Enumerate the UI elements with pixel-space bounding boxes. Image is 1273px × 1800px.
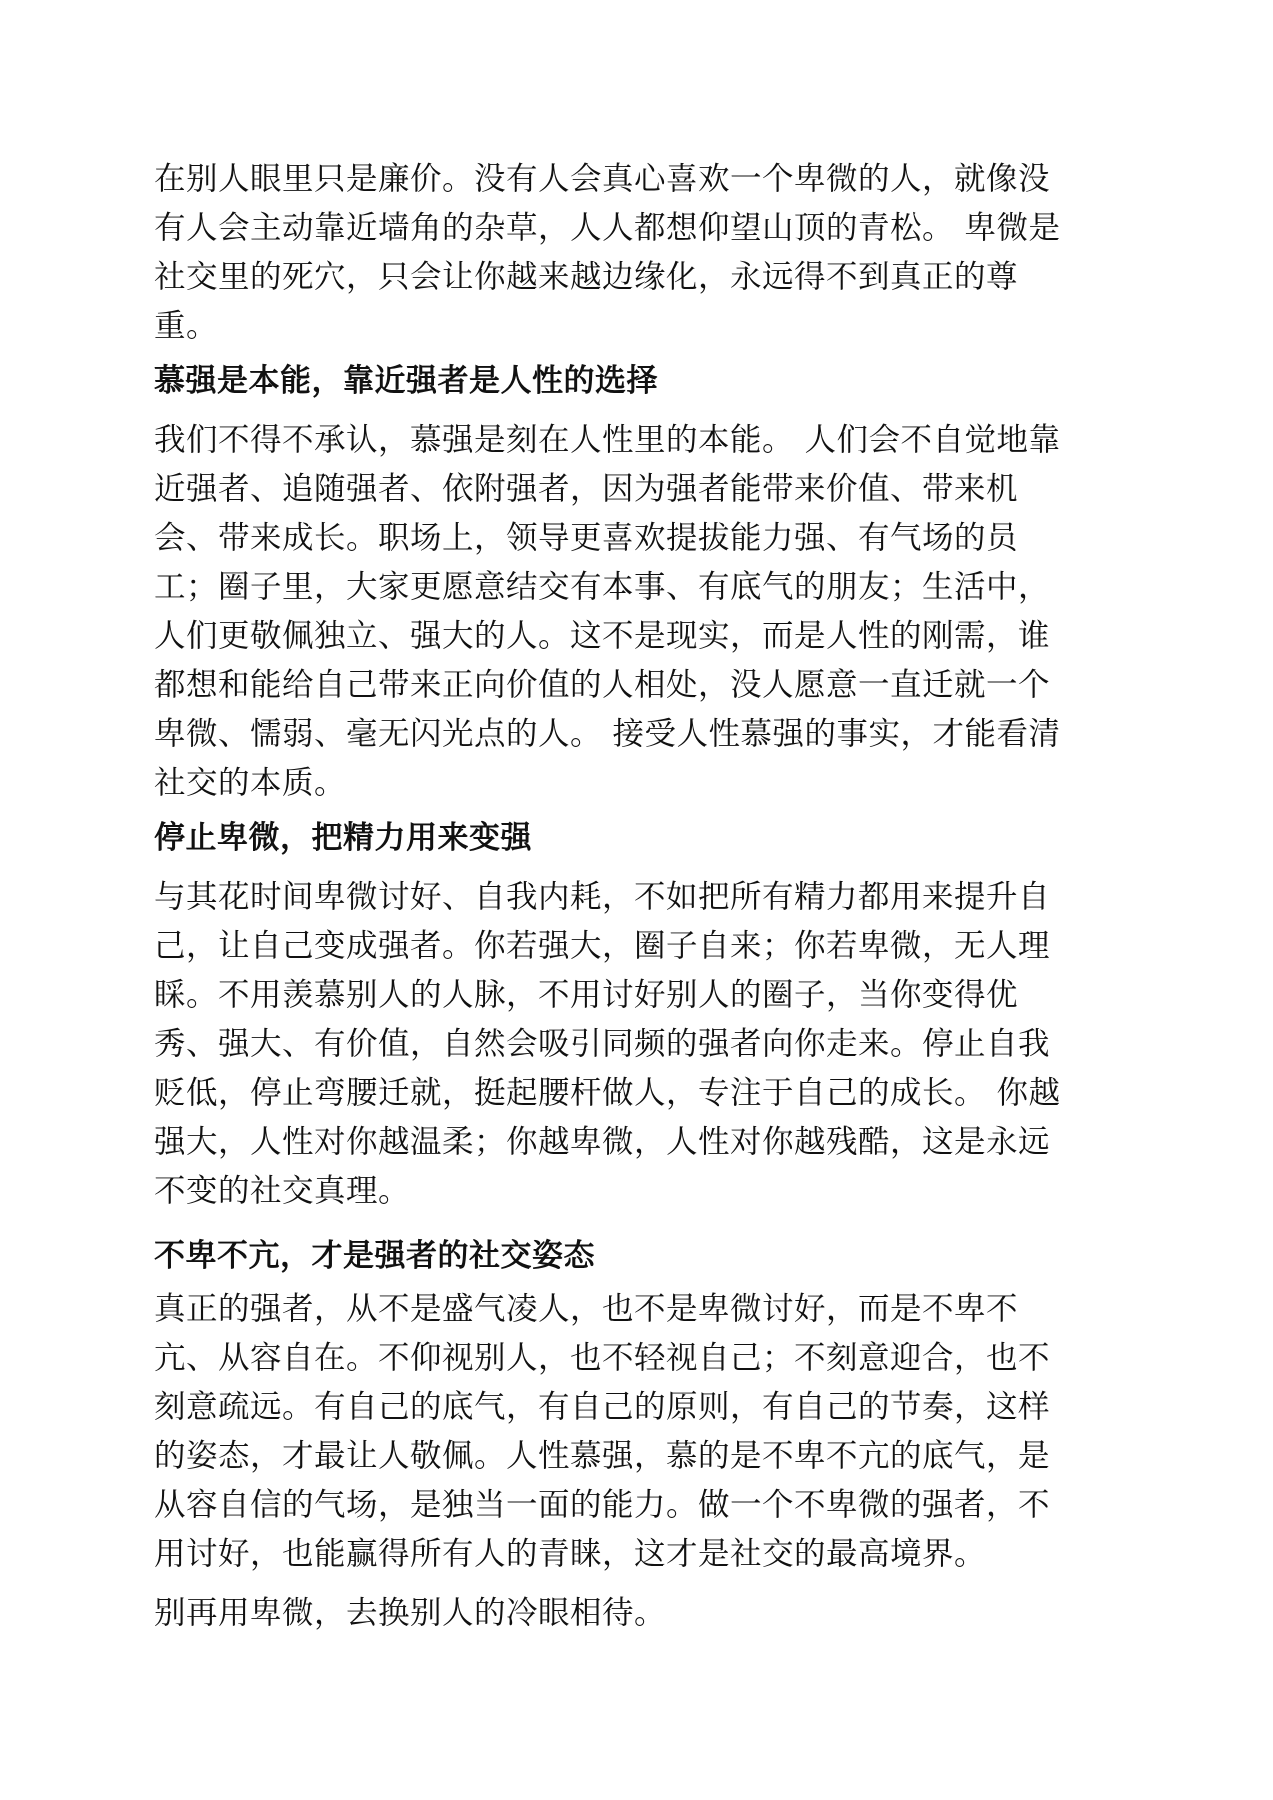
section-heading: 慕强是本能，靠近强者是人性的选择 [154, 363, 658, 399]
text-line: 真正的强者，从不是盛气凌人，也不是卑微讨好，而是不卑不 [154, 1291, 1019, 1327]
text-line: 都想和能给自己带来正向价值的人相处，没人愿意一直迁就一个 [154, 667, 1051, 703]
text-line: 我们不得不承认，慕强是刻在人性里的本能。 人们会不自觉地靠 [154, 422, 1061, 458]
text-line: 社交的本质。 [154, 765, 347, 801]
text-line: 不变的社交真理。 [154, 1173, 411, 1209]
text-line: 重。 [154, 308, 219, 344]
paragraph-closing [154, 1589, 1132, 1638]
text-line: 刻意疏远。有自己的底气，有自己的原则，有自己的节奏，这样 [154, 1389, 1051, 1425]
text-line: 贬低，停止弯腰迁就，挺起腰杆做人，专注于自己的成长。 你越 [154, 1075, 1061, 1111]
paragraph-posture [154, 1285, 1132, 1579]
text-line: 工；圈子里，大家更愿意结交有本事、有底气的朋友；生活中， [154, 569, 1051, 605]
document-page [154, 155, 1132, 1638]
text-line: 用讨好，也能赢得所有人的青睐，这才是社交的最高境界。 [154, 1536, 987, 1572]
text-line: 有人会主动靠近墙角的杂草，人人都想仰望山顶的青松。 卑微是 [154, 210, 1061, 246]
text-line: 己，让自己变成强者。你若强大，圈子自来；你若卑微，无人理 [154, 928, 1051, 964]
text-line: 秀、强大、有价值，自然会吸引同频的强者向你走来。停止自我 [154, 1026, 1051, 1062]
paragraph-intro [154, 155, 1132, 351]
text-line: 卑微、懦弱、毫无闪光点的人。 接受人性慕强的事实，才能看清 [154, 716, 1061, 752]
text-line: 会、带来成长。职场上，领导更喜欢提拔能力强、有气场的员 [154, 520, 1019, 556]
text-line: 强大，人性对你越温柔；你越卑微，人性对你越残酷，这是永远 [154, 1124, 1051, 1160]
section-heading: 停止卑微，把精力用来变强 [154, 820, 532, 856]
text-line: 睬。不用羡慕别人的人脉，不用讨好别人的圈子，当你变得优 [154, 977, 1019, 1013]
text-line: 在别人眼里只是廉价。没有人会真心喜欢一个卑微的人，就像没 [154, 161, 1051, 197]
text-line: 从容自信的气场，是独当一面的能力。做一个不卑微的强者，不 [154, 1487, 1051, 1523]
text-line: 别再用卑微，去换别人的冷眼相待。 [154, 1595, 667, 1631]
text-line: 人们更敬佩独立、强大的人。这不是现实，而是人性的刚需，谁 [154, 618, 1051, 654]
paragraph-instinct [154, 416, 1132, 808]
paragraph-become-strong [154, 873, 1132, 1216]
section-heading: 不卑不亢，才是强者的社交姿态 [154, 1238, 595, 1274]
text-line: 近强者、追随强者、依附强者，因为强者能带来价值、带来机 [154, 471, 1019, 507]
text-line: 亢、从容自在。不仰视别人，也不轻视自己；不刻意迎合，也不 [154, 1340, 1051, 1376]
text-line: 社交里的死穴，只会让你越来越边缘化，永远得不到真正的尊 [154, 259, 1019, 295]
text-line: 与其花时间卑微讨好、自我内耗，不如把所有精力都用来提升自 [154, 879, 1051, 915]
text-line: 的姿态，才最让人敬佩。人性慕强，慕的是不卑不亢的底气，是 [154, 1438, 1051, 1474]
